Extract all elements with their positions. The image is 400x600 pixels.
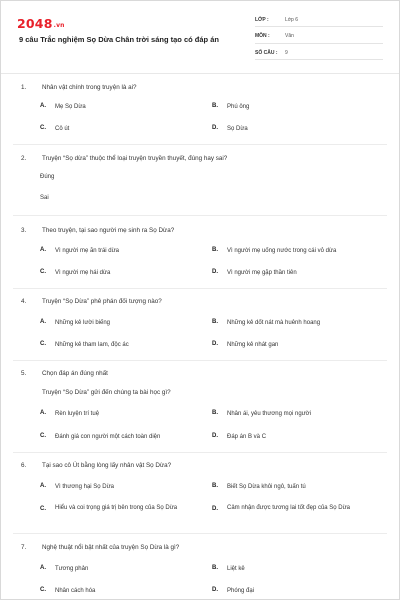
meta-row-subject [255, 30, 383, 44]
question-subtext: Truyện “Sọ Dừa” gửi đến chúng ta bài học gì? [42, 389, 171, 396]
meta-value: 9 [285, 49, 288, 56]
option-key: B. [212, 247, 218, 253]
option-text: Vì người mẹ hái dừa [55, 270, 111, 276]
option-key: D. [212, 125, 218, 131]
option-b[interactable] [212, 103, 382, 113]
question-text: Truyện “Sọ Dừa” phê phán đối tượng nào? [42, 297, 162, 305]
option-key: C. [40, 505, 46, 512]
option-key: A. [40, 565, 46, 571]
meta-value: Văn [285, 33, 294, 39]
option-text: Những kẻ dốt nát mà huênh hoang [227, 320, 321, 326]
option-false[interactable]: Sai [40, 195, 49, 201]
option-text: Những kẻ tham lam, độc ác [55, 342, 129, 348]
option-text: Vì người mẹ ăn trái dừa [55, 248, 119, 254]
option-text: Biết Sọ Dừa khôi ngô, tuấn tú [227, 484, 306, 490]
question-text: Theo truyện, tại sao người mẹ sinh ra Sọ Dừa? [42, 226, 175, 234]
option-a[interactable] [40, 565, 195, 575]
option-text: Đánh giá con người một cách toàn diện [55, 434, 161, 440]
option-key: A. [40, 319, 46, 325]
header-divider [1, 73, 399, 74]
logo-tld: .vn [53, 22, 65, 29]
question-divider [13, 215, 387, 216]
option-d[interactable] [212, 269, 382, 279]
option-text: Nhân cách hóa [55, 588, 96, 594]
option-true[interactable]: Đúng [40, 174, 55, 180]
question-divider [13, 360, 387, 361]
option-key: C. [40, 341, 46, 347]
meta-key: SỐ CÂU : [255, 49, 278, 56]
question-text: Tại sao cô Út bằng lòng lấy nhân vật Sọ Dừa? [42, 461, 172, 469]
option-text: Phú ông [227, 104, 250, 110]
option-key: A. [40, 247, 46, 253]
option-key: B. [212, 410, 218, 416]
option-key: A. [40, 103, 46, 109]
page-title: 9 câu Trắc nghiệm Sọ Dừa Chân trời sáng tạo có đáp án [19, 35, 219, 44]
question-number: 4. [21, 297, 27, 305]
question-text: Nhân vật chính trong truyện là ai? [42, 83, 137, 91]
option-key: B. [212, 319, 218, 325]
question-number: 3. [21, 226, 27, 234]
option-text: Liệt kê [227, 566, 245, 572]
option-a[interactable] [40, 483, 195, 493]
option-c[interactable] [40, 504, 195, 514]
option-c[interactable] [40, 433, 195, 443]
option-key: A. [40, 483, 46, 489]
option-b[interactable] [212, 565, 382, 575]
option-key: D. [212, 341, 218, 347]
option-text: Vì người mẹ uống nước trong cái vỏ dừa [227, 248, 337, 254]
option-text: Rèn luyện trí tuệ [55, 411, 100, 417]
option-text: Vì người mẹ gặp thần tiên [227, 270, 297, 276]
option-key: A. [40, 410, 46, 416]
option-d[interactable] [212, 341, 382, 351]
option-b[interactable] [212, 410, 382, 420]
question-divider [13, 288, 387, 289]
quiz-meta [255, 13, 383, 63]
option-b[interactable] [212, 247, 382, 257]
option-text: Sọ Dừa [227, 126, 248, 132]
question-number: 2. [21, 154, 27, 162]
question-number: 7. [21, 543, 27, 551]
question-text: Nghệ thuật nổi bật nhất của truyện Sọ Dừa là gì? [42, 543, 180, 551]
option-key: C. [40, 269, 46, 275]
meta-key: LỚP : [255, 16, 269, 23]
option-c[interactable] [40, 269, 195, 279]
option-key: D. [212, 433, 218, 439]
option-d[interactable] [212, 125, 382, 135]
option-text: Nhân ái, yêu thương mọi người [227, 411, 311, 417]
question-divider [13, 452, 387, 453]
meta-key: MÔN : [255, 33, 270, 39]
option-text: Cảm nhận được tương lai tốt đẹp của Sọ Dừa [227, 505, 350, 511]
option-text: Vì thương hại Sọ Dừa [55, 484, 114, 490]
question-number: 6. [21, 461, 27, 469]
option-key: C. [40, 433, 46, 439]
question-text: Truyện “Sọ dừa” thuộc thể loại truyện truyền thuyết, đúng hay sai? [42, 154, 228, 162]
option-key: C. [40, 125, 46, 131]
option-b[interactable] [212, 319, 382, 329]
option-a[interactable] [40, 247, 195, 257]
option-text: Những kẻ nhát gan [227, 342, 279, 348]
option-c[interactable] [40, 587, 195, 597]
option-a[interactable] [40, 319, 195, 329]
option-c[interactable] [40, 341, 195, 351]
option-key: D. [212, 587, 218, 593]
option-key: B. [212, 565, 218, 571]
option-key: C. [40, 587, 46, 593]
option-text: Hiểu và coi trọng giá trị bên trong của Sọ Dừa [55, 505, 178, 511]
option-text: Mẹ Sọ Dừa [55, 104, 86, 110]
option-text: Phóng đại [227, 588, 255, 594]
option-c[interactable] [40, 125, 195, 135]
option-key: D. [212, 505, 218, 512]
option-d[interactable] [212, 504, 382, 514]
page-header [1, 1, 399, 73]
option-text: Tương phản [55, 566, 89, 572]
question-number: 5. [21, 369, 27, 377]
question-number: 1. [21, 83, 27, 91]
option-text: Cô út [55, 126, 70, 132]
question-text: Chọn đáp án đúng nhất [42, 369, 108, 377]
option-a[interactable] [40, 103, 195, 113]
question-divider [13, 144, 387, 145]
meta-row-count [255, 46, 383, 60]
option-d[interactable] [212, 587, 382, 597]
meta-value: Lớp 6 [285, 16, 299, 23]
logo-text: 2048 [17, 16, 53, 31]
option-key: B. [212, 483, 218, 489]
option-d[interactable] [212, 433, 382, 443]
site-logo[interactable] [17, 16, 65, 31]
option-text: Đáp án B và C [227, 434, 267, 440]
option-text: Những kẻ lười biếng [55, 320, 110, 326]
option-a[interactable] [40, 410, 195, 420]
meta-row-grade [255, 13, 383, 27]
option-key: B. [212, 103, 218, 109]
option-key: D. [212, 269, 218, 275]
question-divider [13, 533, 387, 534]
option-b[interactable] [212, 483, 382, 493]
